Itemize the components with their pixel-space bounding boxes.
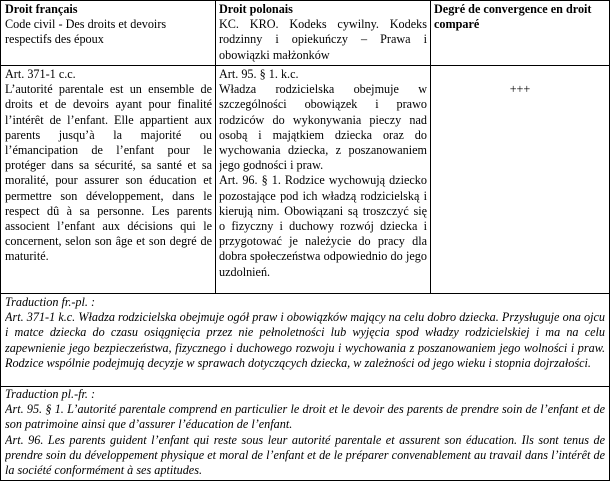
french-law-cell [5,67,212,265]
translation-pl-fr [5,387,605,478]
header-divider [1,65,609,66]
header-polish-law [219,2,427,63]
header-polish-title: Droit polonais [219,2,293,16]
translation-pl-fr-text-2: Art. 96. Les parents guident l’enfant qui reste sous leur autorité parentale et assurent son éducation. Ils sont tenus de prendre soin du développement physique et moral de l’enfant et de le préparer convenablement au travail dans l’intérêt de la société conformément à ses aptitudes. [5,432,605,478]
header-convergence-title: Degré de convergence en droit comparé [434,2,592,32]
translation-pl-fr-text-1: Art. 95. § 1. L’autorité parentale comprend en particulier le droit et le devoir des parents de prendre soin de l’enfant et de son patrimoine ainsi que d’assurer l’éducation de l’enfant. [5,402,605,432]
french-article-ref: Art. 371-1 c.c. [5,67,76,81]
row-divider [1,293,609,294]
translation-pl-fr-heading: Traduction pl.-fr. : [5,387,96,401]
translation-fr-pl-text: Art. 371-1 k.c. Władza rodzicielska obejmuje ogół praw i obowiązków mający na celu dobro dziecka. Przysługuje ona ojcu i matce dziecka do czasu osiągnięcia przez nie pełnoletności lub wyjęcia spod władzy rodzicielskiej i ma na celu zapewnienie jego bezpieczeństwa, fizycznego i duchowego rozwoju i wychowania z poszanowaniem jego wolności i praw. Rodzice wspólnie podejmują decyzje w sprawach dotyczących dziecka, w zależności od jego wieku i stopnia dojrzałości. [5,310,605,370]
translation-fr-pl-heading: Traduction fr.-pl. : [5,295,96,309]
header-french-law [5,2,212,48]
polish-law-cell [219,67,427,280]
column-divider-2 [430,1,431,293]
header-french-subtitle: Code civil - Des droits et devoirs respectifs des époux [5,17,167,47]
header-convergence [434,2,606,32]
polish-article-ref: Art. 95. § 1. k.c. [219,67,299,81]
convergence-value: +++ [509,82,531,96]
header-polish-subtitle: KC. KRO. Kodeks cywilny. Kodeks rodzinny i opiekuńczy – Prawa i obowiązki małżonków [219,17,427,62]
column-divider-1 [215,1,216,293]
convergence-cell [434,82,606,97]
polish-article-text-2: Art. 96. § 1. Rodzice wychowują dziecko pozostające pod ich władzą rodzicielską i kierują nim. Obowiązani są troszczyć się o fizyczny i duchowy rozwój dziecka i przygotować je należycie do pracy dla dobra społeczeństwa odpowiednio do jego uzdolnień. [219,173,427,279]
polish-article-text-1: Władza rodzicielska obejmuje w szczególności obowiązek i prawo rodziców do wykonywania pieczy nad osobą i majątkiem dziecka oraz do wychowania dziecka, z poszanowaniem jego godności i praw. [219,82,427,173]
french-article-text: L’autorité parentale est un ensemble de droits et de devoirs ayant pour finalité l’intérêt de l’enfant. Elle appartient aux parents jusqu’à la majorité ou l’émancipation de l’enfant pour le protéger dans sa sécurité, sa santé et sa moralité, pour assurer son éducation et permettre son développement, dans le respect dû à sa personne. Les parents associent l’enfant aux décisions qui le concernent, selon son âge et son degré de maturité. [5,82,212,264]
translation-fr-pl [5,295,605,371]
header-french-title: Droit français [5,2,78,16]
